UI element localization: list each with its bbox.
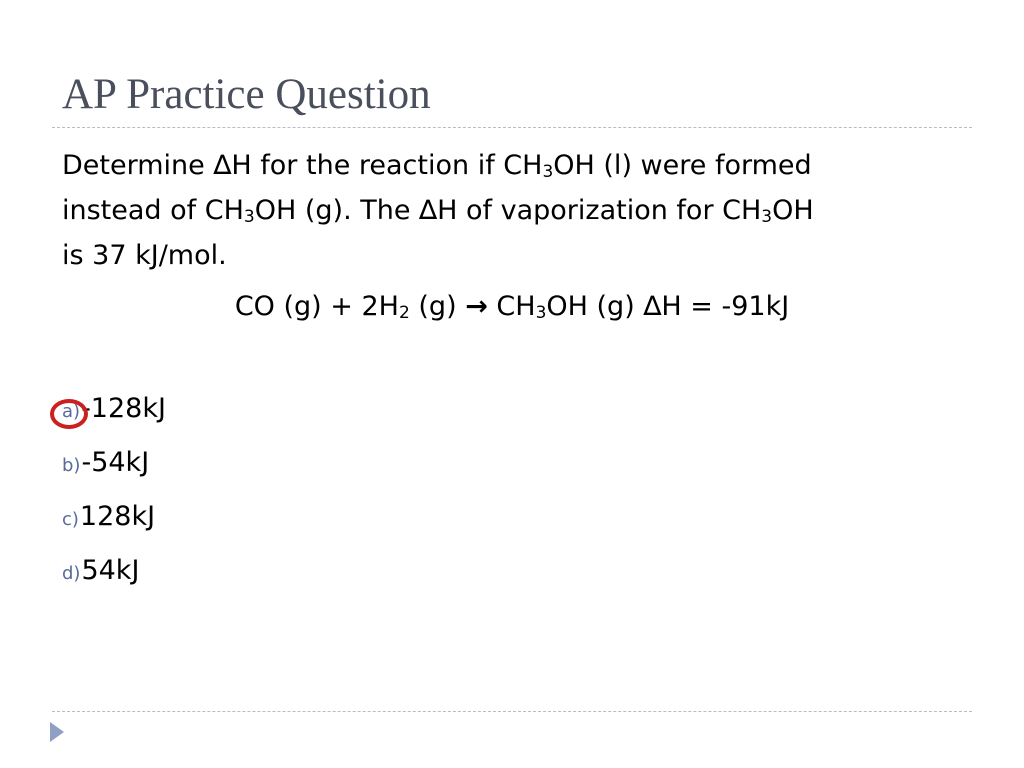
reaction-arrow-icon: → xyxy=(465,291,488,322)
subscript: 2 xyxy=(398,303,410,323)
subscript: 3 xyxy=(243,207,255,227)
question-text xyxy=(62,143,962,278)
question-line-1-part-1: Determine ∆H for the reaction if CH xyxy=(62,150,543,181)
option-letter: c) xyxy=(62,509,79,530)
question-line-2 xyxy=(62,188,962,233)
option-value: 54kJ xyxy=(81,555,140,586)
option-letter: d) xyxy=(62,563,81,584)
question-line-2-part-3: OH xyxy=(772,195,814,226)
equation-part-2: (g) xyxy=(409,291,466,322)
subscript: 3 xyxy=(761,207,773,227)
slide-title: AP Practice Question xyxy=(62,71,431,118)
answer-option-c[interactable] xyxy=(62,501,166,555)
option-letter: a) xyxy=(62,401,81,422)
question-line-3: is 37 kJ/mol. xyxy=(62,240,227,271)
question-line-1-part-2: OH (l) were formed xyxy=(553,150,812,181)
option-value: -54kJ xyxy=(81,447,150,478)
reaction-equation xyxy=(0,284,1024,329)
subscript: 3 xyxy=(542,162,554,182)
option-value: -128kJ xyxy=(81,393,166,424)
option-letter: b) xyxy=(62,455,81,476)
question-line-1 xyxy=(62,143,962,188)
equation-part-1: CO (g) + 2H xyxy=(234,291,399,322)
question-line-2-part-2: OH (g). The ∆H of vaporization for CH xyxy=(254,195,762,226)
subscript: 3 xyxy=(535,303,547,323)
answer-option-d[interactable] xyxy=(62,555,166,609)
answer-circle-mark xyxy=(50,399,88,429)
option-value: 128kJ xyxy=(79,501,156,532)
answer-options xyxy=(62,393,166,609)
triangle-right-icon[interactable] xyxy=(50,722,64,742)
answer-option-a[interactable] xyxy=(62,393,166,447)
answer-option-b[interactable] xyxy=(62,447,166,501)
question-line-2-part-1: instead of CH xyxy=(62,195,244,226)
equation-part-3: CH xyxy=(487,291,536,322)
title-divider xyxy=(52,127,972,128)
footer-divider xyxy=(52,711,972,712)
equation-part-4: OH (g) ∆H = -91kJ xyxy=(546,291,790,322)
